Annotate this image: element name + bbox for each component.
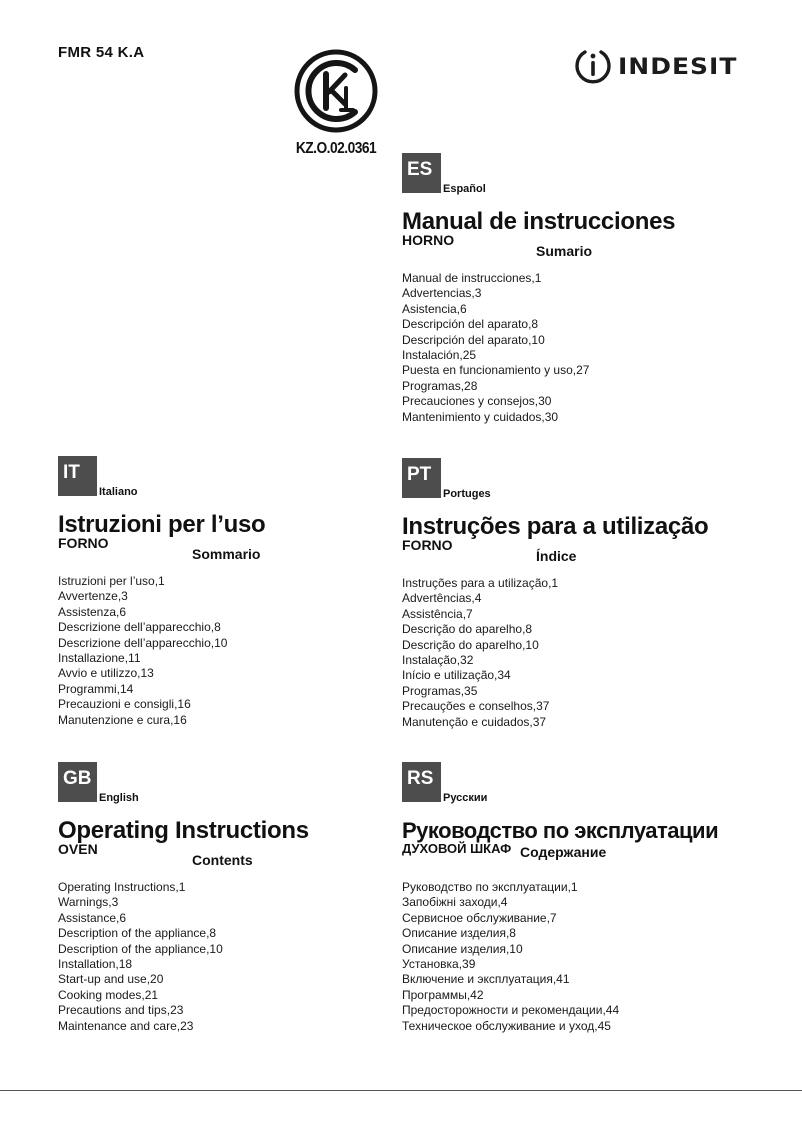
toc-item: Operating Instructions,1 bbox=[58, 880, 186, 894]
section-english bbox=[58, 762, 418, 1034]
toc-item: Instalação,32 bbox=[402, 653, 474, 668]
toc-item: Assistência,7 bbox=[402, 606, 473, 621]
language-code-badge: GB bbox=[58, 762, 97, 802]
toc-item: Mantenimiento y cuidados,30 bbox=[402, 409, 559, 424]
toc-item: Programas,28 bbox=[402, 378, 478, 393]
language-code-badge: IT bbox=[58, 456, 97, 496]
language-name: Italiano bbox=[99, 486, 138, 498]
toc-heading: Содержание bbox=[520, 844, 607, 860]
toc-item: Предосторожности и рекомендации,44 bbox=[402, 1003, 620, 1018]
manual-title: Руководство по эксплуатации bbox=[402, 818, 719, 843]
toc-item: Installation,18 bbox=[58, 957, 133, 972]
toc-item: Asistencia,6 bbox=[402, 301, 467, 316]
toc-item: Техническое обслуживание и уход,45 bbox=[402, 1018, 611, 1033]
toc-item: Programmi,14 bbox=[58, 681, 134, 696]
toc-item: Programas,35 bbox=[402, 683, 478, 698]
toc-item: Istruzioni per l’uso,1 bbox=[58, 574, 165, 588]
section-italian bbox=[58, 456, 418, 728]
table-of-contents bbox=[58, 574, 418, 728]
section-portuguese bbox=[402, 458, 762, 730]
toc-item: Puesta en funcionamiento y uso,27 bbox=[402, 363, 590, 378]
toc-item: Assistenza,6 bbox=[58, 604, 127, 619]
language-name: Русскии bbox=[443, 792, 488, 804]
language-name: Español bbox=[443, 183, 486, 195]
kz-certification-mark-icon bbox=[293, 48, 379, 134]
footer-divider bbox=[0, 1090, 802, 1091]
table-of-contents bbox=[58, 880, 418, 1034]
toc-heading: Índice bbox=[536, 548, 577, 564]
table-of-contents bbox=[402, 576, 762, 730]
toc-item: Manual de instrucciones,1 bbox=[402, 271, 542, 285]
product-type: FORNO bbox=[402, 537, 453, 553]
toc-item: Installazione,11 bbox=[58, 651, 141, 666]
certification-block bbox=[288, 48, 384, 158]
toc-heading: Sumario bbox=[536, 243, 593, 259]
product-type: ДУХОВОЙ ШКАФ bbox=[402, 841, 512, 856]
manual-title: Istruzioni per l’uso bbox=[58, 511, 266, 538]
language-name: Portuges bbox=[443, 488, 491, 500]
language-code-badge: RS bbox=[402, 762, 441, 802]
toc-item: Manutenzione e cura,16 bbox=[58, 712, 187, 727]
toc-item: Descrição do aparelho,10 bbox=[402, 637, 539, 652]
manual-title: Operating Instructions bbox=[58, 817, 309, 844]
toc-item: Advertencias,3 bbox=[402, 286, 482, 301]
toc-item: Description of the appliance,8 bbox=[58, 926, 217, 941]
certification-code: KZ.O.02.0361 bbox=[295, 140, 377, 157]
toc-heading: Contents bbox=[192, 852, 253, 868]
toc-item: Descripción del aparato,10 bbox=[402, 332, 545, 347]
toc-item: Descrizione dell’apparecchio,8 bbox=[58, 620, 221, 635]
brand-logo bbox=[574, 46, 737, 86]
toc-item: Precauzioni e consigli,16 bbox=[58, 697, 191, 712]
toc-item: Avvio e utilizzo,13 bbox=[58, 666, 154, 681]
toc-item: Start-up and use,20 bbox=[58, 972, 164, 987]
toc-item: Precauciones y consejos,30 bbox=[402, 394, 552, 409]
product-type: HORNO bbox=[402, 232, 455, 248]
toc-item: Descrizione dell’apparecchio,10 bbox=[58, 635, 228, 650]
toc-item: Руководство по эксплуатации,1 bbox=[402, 880, 578, 894]
section-russian bbox=[402, 762, 762, 1034]
toc-item: Cooking modes,21 bbox=[58, 987, 159, 1002]
toc-item: Descripción del aparato,8 bbox=[402, 317, 539, 332]
language-code-badge: PT bbox=[402, 458, 441, 498]
toc-item: Instalación,25 bbox=[402, 348, 477, 363]
toc-item: Manutenção e cuidados,37 bbox=[402, 714, 547, 729]
toc-item: Включение и эксплуатация,41 bbox=[402, 972, 570, 987]
toc-item: Descrição do aparelho,8 bbox=[402, 622, 533, 637]
brand-name: INDESIT bbox=[618, 53, 738, 79]
toc-item: Сервисное обслуживание,7 bbox=[402, 910, 557, 925]
toc-item: Assistance,6 bbox=[58, 910, 127, 925]
toc-heading: Sommario bbox=[192, 546, 261, 562]
manual-title: Instruções para a utilização bbox=[402, 513, 709, 540]
product-type: OVEN bbox=[58, 841, 98, 857]
toc-item: Warnings,3 bbox=[58, 895, 119, 910]
toc-item: Instruções para a utilização,1 bbox=[402, 576, 559, 590]
model-number: FMR 54 K.A bbox=[58, 44, 145, 61]
toc-item: Программы,42 bbox=[402, 987, 484, 1002]
toc-item: Maintenance and care,23 bbox=[58, 1018, 194, 1033]
section-spanish bbox=[402, 153, 762, 425]
manual-title: Manual de instrucciones bbox=[402, 208, 676, 235]
language-code-badge: ES bbox=[402, 153, 441, 193]
toc-item: Description of the appliance,10 bbox=[58, 941, 223, 956]
toc-item: Запобіжні заходи,4 bbox=[402, 895, 508, 910]
product-type: FORNO bbox=[58, 535, 109, 551]
toc-item: Início e utilização,34 bbox=[402, 668, 511, 683]
toc-item: Описание изделия,8 bbox=[402, 926, 516, 941]
toc-item: Precauções e conselhos,37 bbox=[402, 699, 550, 714]
toc-item: Precautions and tips,23 bbox=[58, 1003, 184, 1018]
toc-item: Описание изделия,10 bbox=[402, 941, 523, 956]
toc-item: Avvertenze,3 bbox=[58, 589, 128, 604]
indesit-power-i-logo-icon bbox=[574, 46, 612, 86]
toc-item: Установка,39 bbox=[402, 957, 476, 972]
toc-item: Advertências,4 bbox=[402, 591, 482, 606]
table-of-contents bbox=[402, 880, 762, 1034]
language-name: English bbox=[99, 792, 139, 804]
table-of-contents bbox=[402, 271, 762, 425]
